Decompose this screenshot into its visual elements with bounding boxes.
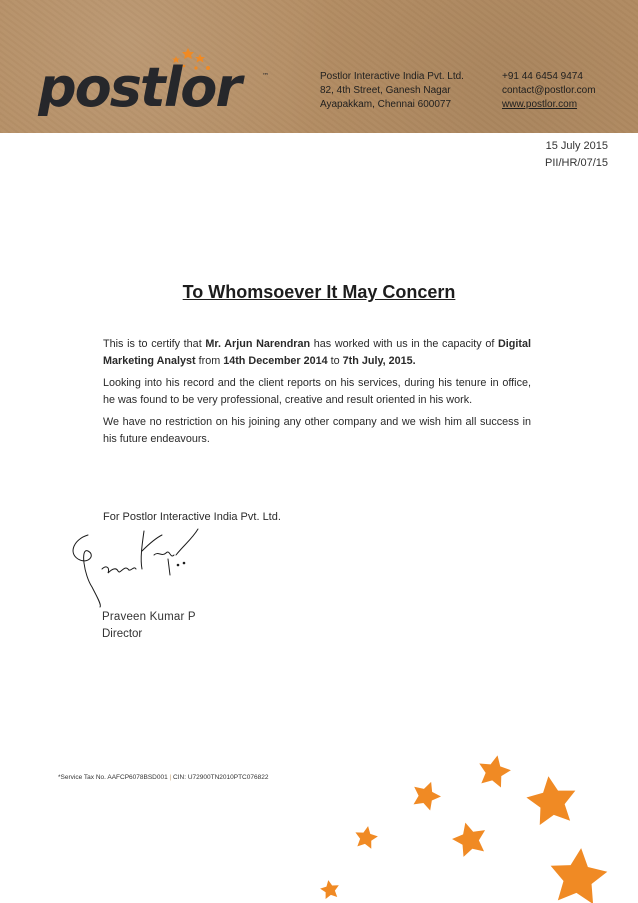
service-tax-number: *Service Tax No. AAFCP6078BSD001 xyxy=(58,774,168,781)
certification-paragraph: This is to certify that Mr. Arjun Narendran has worked with us in the capacity of Digital Marketing Analyst from 14th December 2014 to 7th July, 2015. xyxy=(103,338,531,367)
postlor-logo xyxy=(36,42,276,116)
decorative-stars xyxy=(300,730,638,903)
letter-date: 15 July 2015 xyxy=(545,140,608,152)
address-line-1: 82, 4th Street, Ganesh Nagar xyxy=(320,85,451,96)
letter-reference: PII/HR/07/15 xyxy=(545,157,608,169)
company-contact xyxy=(502,70,596,112)
svg-text:postlor: postlor xyxy=(38,56,240,116)
cin-number: CIN: U72900TN2010PTC076822 xyxy=(173,774,269,781)
for-company-line: For Postlor Interactive India Pvt. Ltd. xyxy=(103,511,281,523)
handwritten-signature xyxy=(66,525,201,610)
letter-meta xyxy=(545,138,608,172)
employee-name: Mr. Arjun Narendran xyxy=(205,338,311,350)
letter-title: To Whomsoever It May Concern xyxy=(182,282,456,302)
website-link[interactable]: www.postlor.com xyxy=(502,99,578,110)
address-line-2: Ayapakkam, Chennai 600077 xyxy=(320,99,452,110)
phone-number: +91 44 6454 9474 xyxy=(502,71,583,82)
star-icon xyxy=(449,818,490,858)
company-name: Postlor Interactive India Pvt. Ltd. xyxy=(320,71,464,82)
letter-body xyxy=(103,336,531,453)
conduct-paragraph: Looking into his record and the client reports on his services, during his tenure in office, he was found to be very professional, creative and result oriented in his work. xyxy=(103,377,531,406)
star-icon xyxy=(547,845,609,903)
company-address xyxy=(320,70,464,112)
wishes-paragraph: We have no restriction on his joining any other company and we wish him all success in his future endeavours. xyxy=(103,416,531,445)
signatory-title: Director xyxy=(102,628,143,640)
star-icon xyxy=(475,752,513,789)
svg-text:™: ™ xyxy=(262,72,269,80)
start-date: 14th December 2014 xyxy=(223,355,328,367)
letterhead-header xyxy=(0,0,638,133)
email-address: contact@postlor.com xyxy=(502,85,596,96)
star-icon xyxy=(353,824,379,849)
star-icon xyxy=(524,773,579,826)
end-date: 7th July, 2015. xyxy=(342,355,416,367)
star-icon xyxy=(319,879,341,900)
signatory-name: Praveen Kumar P xyxy=(102,611,196,623)
registration-footnote xyxy=(58,774,268,781)
star-icon xyxy=(408,777,444,812)
footnote-separator: | xyxy=(169,774,172,781)
employee-role: Digital Marketing Analyst xyxy=(103,338,531,367)
